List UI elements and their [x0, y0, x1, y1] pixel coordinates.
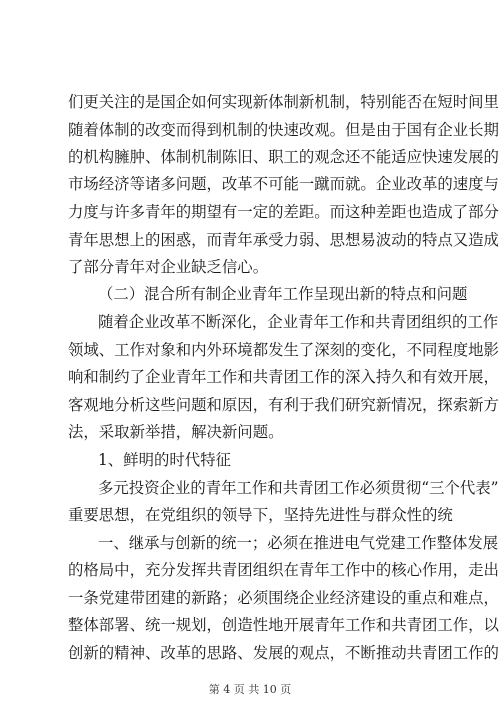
body-line: 们更关注的是国企如何实现新体制新机制，特别能否在短时间里 — [68, 93, 499, 111]
body-line: 领域、工作对象和内外环境都发生了深刻的变化，不同程度地影 — [68, 341, 499, 359]
section-heading: （二）混合所有制企业青年工作呈现出新的特点和问题 — [98, 285, 468, 303]
body-line: 市场经济等诸多问题，改革不可能一蹴而就。企业改革的速度与 — [68, 175, 499, 193]
subheading: 1、鲜明的时代特征 — [98, 451, 231, 469]
body-line: 创新的精神、改革的思路、发展的观点，不断推动共青团工作的 — [68, 644, 499, 662]
body-line: 了部分青年对企业缺乏信心。 — [68, 258, 269, 276]
body-line: 的机构臃肿、体制机制陈旧、职工的观念还不能适应快速发展的 — [68, 148, 499, 166]
page-footer: 第 4 页 共 10 页 — [208, 683, 292, 696]
body-line: 客观地分析这些问题和原因，有利于我们研究新情况，探索新方 — [68, 396, 499, 414]
body-line: 随着企业改革不断深化，企业青年工作和共青团组织的工作 — [98, 313, 499, 331]
body-line: 多元投资企业的青年工作和共青团工作必须贯彻“三个代表” — [98, 479, 499, 497]
body-line: 整体部署、统一规划，创造性地开展青年工作和共青团工作，以 — [68, 616, 499, 634]
body-line: 的格局中，充分发挥共青团组织在青年工作中的核心作用，走出 — [68, 561, 499, 579]
body-line: 力度与许多青年的期望有一定的差距。而这种差距也造成了部分 — [68, 203, 499, 221]
body-line: 重要思想，在党组织的领导下，坚持先进性与群众性的统 — [68, 506, 453, 524]
body-line: 随着体制的改变而得到机制的快速改观。但是由于国有企业长期 — [68, 121, 499, 139]
body-line: 响和制约了企业青年工作和共青团工作的深入持久和有效开展， — [68, 368, 499, 386]
body-line: 一、继承与创新的统一；必须在推进电气党建工作整体发展 — [98, 534, 499, 552]
body-line: 一条党建带团建的新路；必须围绕企业经济建设的重点和难点， — [68, 589, 499, 607]
body-line: 青年思想上的困惑，而青年承受力弱、思想易波动的特点又造成 — [68, 231, 499, 249]
body-line: 法，采取新举措，解决新问题。 — [68, 423, 284, 441]
